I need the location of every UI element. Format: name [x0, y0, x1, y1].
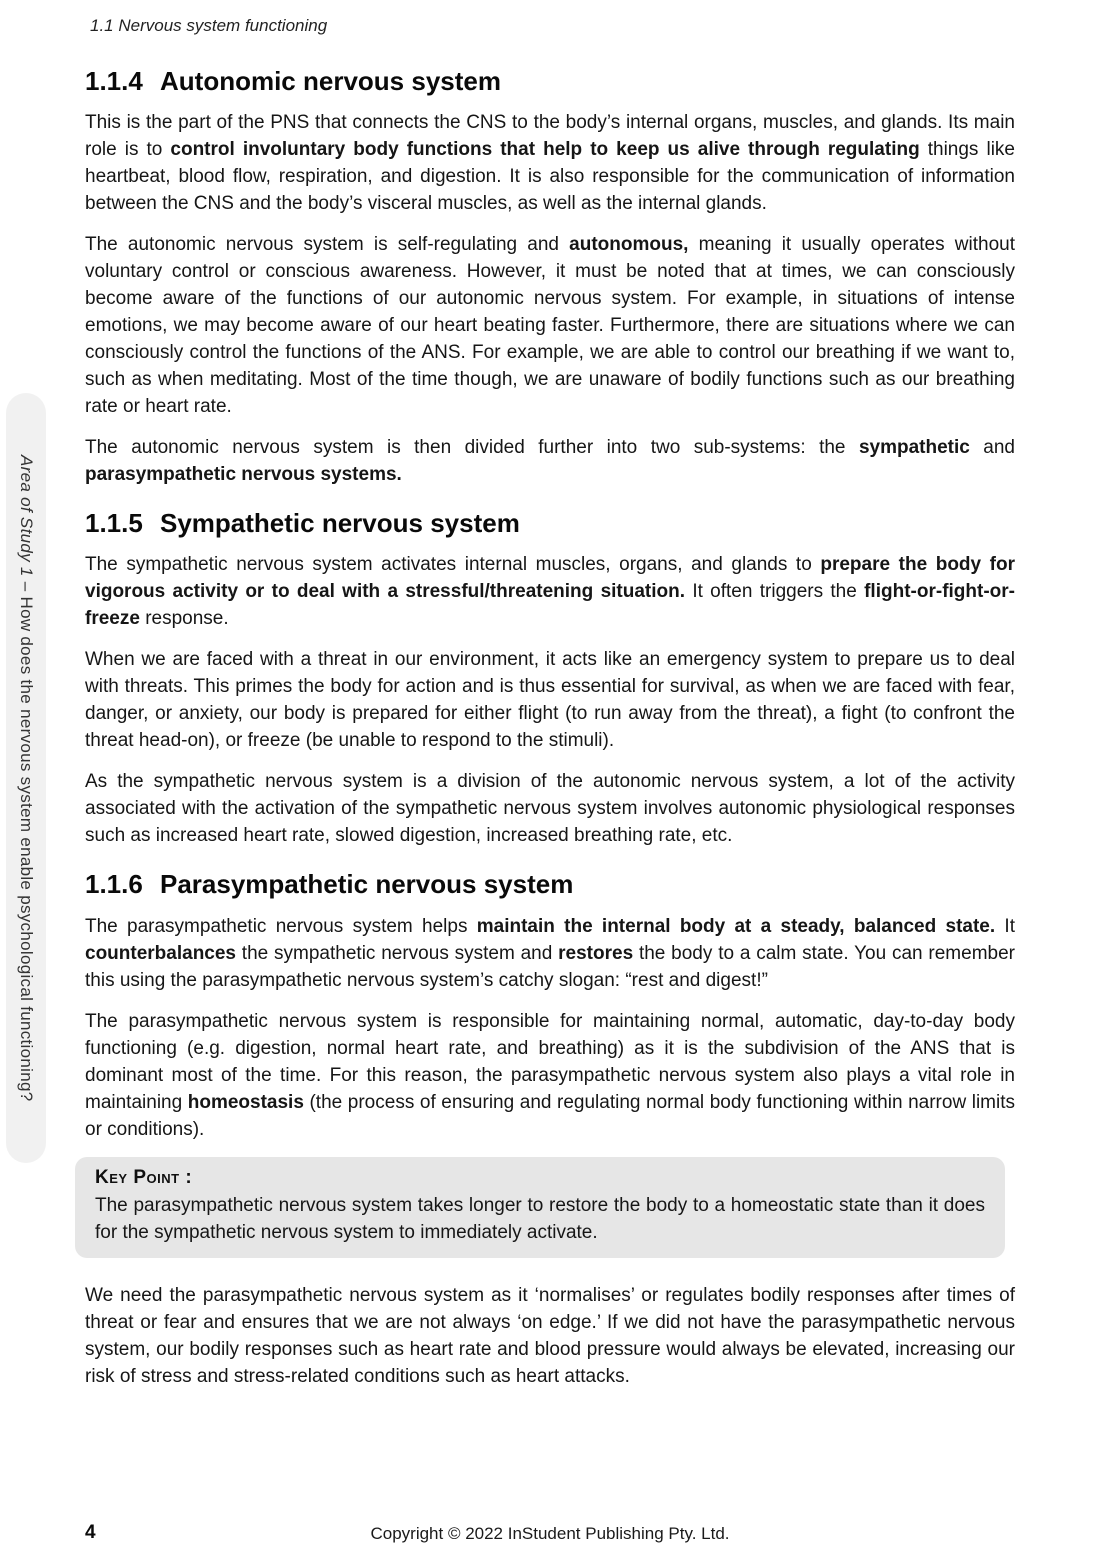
content-area	[85, 66, 1015, 1404]
section-heading	[85, 508, 1015, 539]
paragraph: We need the parasympathetic nervous system as it ‘normalises’ or regulates bodily responses after times of threat or fear and ensures that we are not always ‘on edge.’ If we did not have the parasympathetic nervous system, our bodily responses such as heart rate and blood pressure would always be elevated, increasing our risk of stress and stress-related conditions such as heart attacks.	[85, 1284, 1015, 1387]
keypoint-label: Key Point :	[95, 1166, 193, 1188]
section-title: Parasympathetic nervous system	[160, 869, 574, 900]
area-of-study-sidebar	[6, 393, 46, 1163]
paragraph: The sympathetic nervous system activates internal muscles, organs, and glands to prepare the body for vigorous activity or to deal with a stressful/threatening situation. It often triggers the flight-or-fight-or-freeze response.	[85, 554, 1015, 630]
copyright-text: Copyright © 2022 InStudent Publishing Pty. Ltd.	[370, 1524, 730, 1543]
page-footer	[0, 1514, 1100, 1544]
section-number: 1.1.5	[85, 508, 143, 539]
paragraph: When we are faced with a threat in our environment, it acts like an emergency system to prepare us to deal with threats. This primes the body for action and is thus essential for survival, as when we are faced with fear, danger, or anxiety, our body is prepared for either flight (to run away from the threat), a fight (to confront the threat head-on), or freeze (be unable to respond to the stimuli).	[85, 649, 1015, 752]
sidebar-vertical-text	[16, 455, 36, 1101]
section-heading	[85, 66, 1015, 97]
paragraph: The autonomic nervous system is then divided further into two sub-systems: the sympathetic and parasympathetic nervous systems.	[85, 437, 1015, 486]
paragraph: The parasympathetic nervous system is responsible for maintaining normal, automatic, day-to-day body functioning (e.g. digestion, normal heart rate, and breathing) as it is the subdivision of the ANS that is dominant most of the time. For this reason, the parasympathetic nervous system also plays a vital role in maintaining homeostasis (the process of ensuring and regulating normal body functioning within narrow limits or conditions).	[85, 1010, 1016, 1140]
paragraph: This is the part of the PNS that connects the CNS to the body’s internal organs, muscles, and glands. Its main role is to control involuntary body functions that help to keep us alive through regulating things like heartbeat, blood flow, respiration, and digestion. It is also responsible for the communication of information between the CNS and the body’s visceral muscles, as well as the internal glands.	[85, 112, 1015, 215]
paragraph: The parasympathetic nervous system helps maintain the internal body at a steady, balanced state. It counterbalances the sympathetic nervous system and restores the body to a calm state. You can remember this using the parasympathetic nervous system’s catchy slogan: “rest and digest!”	[85, 915, 1015, 991]
page-number: 4	[85, 1522, 96, 1543]
sidebar-text-regular: – How does the nervous system enable psychological functioning?	[17, 581, 36, 1102]
section-title: Sympathetic nervous system	[160, 508, 520, 539]
running-header: 1.1 Nervous system functioning	[90, 16, 328, 35]
section-heading	[85, 869, 1015, 900]
section-number: 1.1.6	[85, 869, 143, 900]
paragraph: The autonomic nervous system is self-regulating and autonomous, meaning it usually operates without voluntary control or conscious awareness. However, it must be noted that at times, we can consciously become aware of the functions of our autonomic nervous system. For example, in situations of intense emotions, we may become aware of our heart beating faster. Furthermore, there are situations where we can consciously control the functions of the ANS. For example, we are able to control our breathing if we want to, such as when meditating. Most of the time though, we are unaware of bodily functions such as our breathing rate or heart rate.	[85, 234, 1015, 418]
keypoint-text: The parasympathetic nervous system takes longer to restore the body to a homeostatic state than it does for the sympathetic nervous system to immediately activate.	[95, 1194, 985, 1243]
paragraph: As the sympathetic nervous system is a division of the autonomic nervous system, a lot of the activity associated with the activation of the sympathetic nervous system involves autonomic physiological responses such as increased heart rate, slowed digestion, increased breathing rate, etc.	[85, 771, 1015, 847]
section-title: Autonomic nervous system	[160, 66, 501, 96]
section-number: 1.1.4	[85, 66, 143, 96]
sidebar-text-italic: Area of Study 1	[17, 454, 36, 582]
keypoint-box	[75, 1157, 1005, 1258]
